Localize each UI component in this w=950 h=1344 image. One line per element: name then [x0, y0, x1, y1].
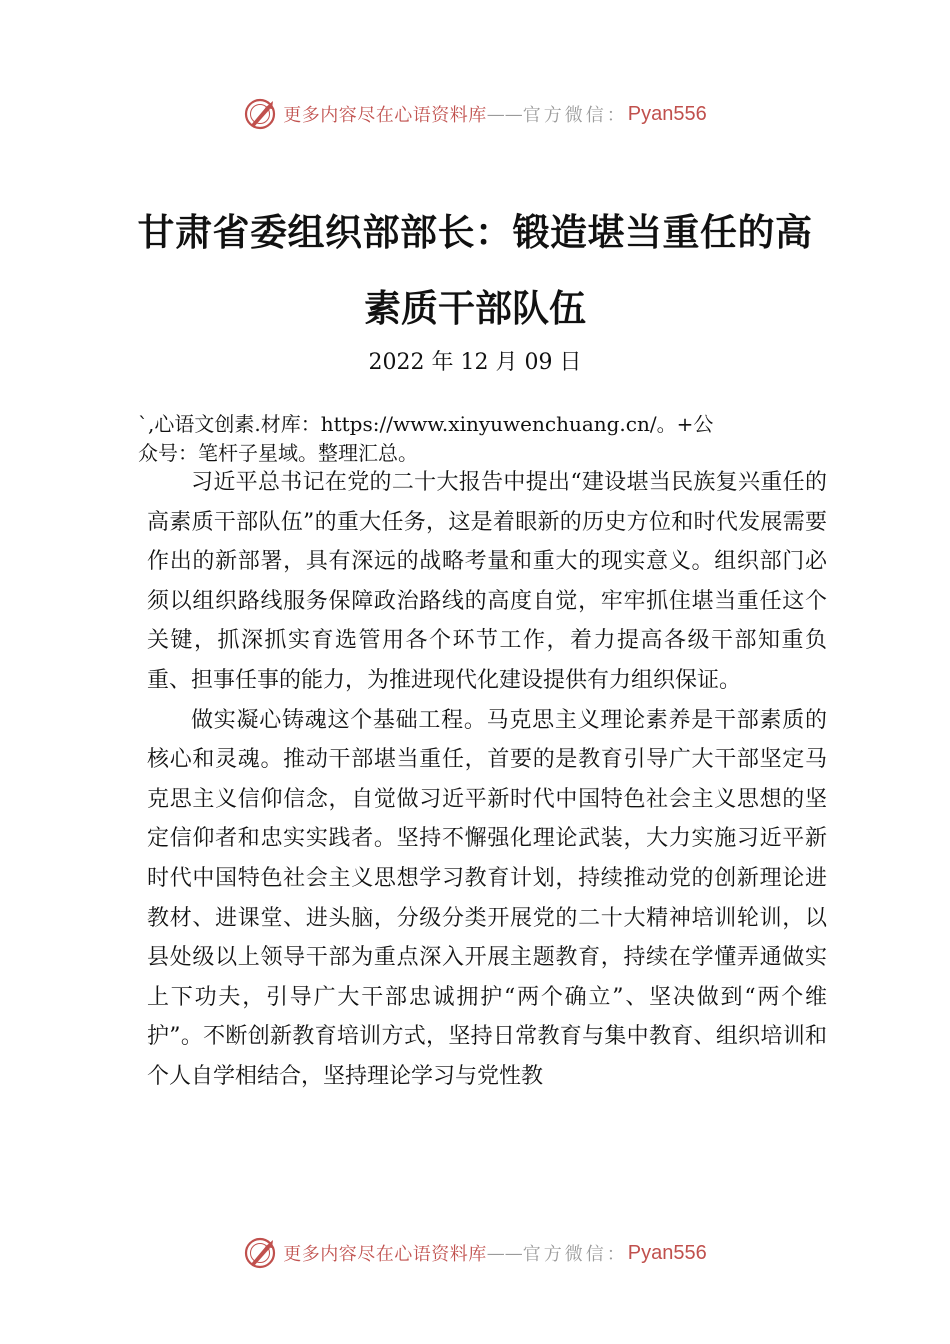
banner-wechat-id: Pyan556 — [627, 102, 707, 125]
source-note-line1: `,心语文创素.材库：https://www.xinyuwenchuang.cn/。+公 — [138, 412, 714, 436]
banner-library-text: 更多内容尽在心语资料库 — [283, 105, 487, 126]
quill-logo-icon — [243, 1236, 277, 1270]
header-watermark-banner — [0, 94, 950, 134]
banner-dash: —— — [486, 1242, 523, 1264]
paragraph: 习近平总书记在党的二十大报告中提出“建设堪当民族复兴重任的高素质干部队伍”的重大任务，这是着眼新的历史方位和时代发展需要作出的新部署，具有深远的战略考量和重大的现实意义。组织部门必须以组织路线服务保障政治路线的高度自觉，牢牢抓住堪当重任这个关键，抓深抓实育选管用各个环节工作，着力提高各级干部知重负重、担事任事的能力，为推进现代化建设提供有力组织保证。 — [147, 470, 827, 693]
source-note-line2: 众号：笔杆子星域。整理汇总。 — [138, 441, 418, 465]
article-date: 2022 年 12 月 09 日 — [368, 350, 582, 375]
article-body — [147, 463, 827, 1097]
banner-library-text: 更多内容尽在心语资料库 — [283, 1244, 487, 1265]
banner-wechat-label: 官方微信： — [522, 105, 628, 126]
source-note — [138, 410, 838, 468]
banner-wechat-label: 官方微信： — [522, 1244, 628, 1265]
quill-logo-icon — [243, 97, 277, 131]
paragraph: 做实凝心铸魂这个基础工程。马克思主义理论素养是干部素质的核心和灵魂。推动干部堪当重任，首要的是教育引导广大干部坚定马克思主义信仰信念，自觉做习近平新时代中国特色社会主义思想的坚定信仰者和忠实实践者。坚持不懈强化理论武装，大力实施习近平新时代中国特色社会主义思想学习教育计划，持续推动党的创新理论进教材、进课堂、进头脑，分级分类开展党的二十大精神培训轮训，以县处级以上领导干部为重点深入开展主题教育，持续在学懂弄通做实上下功夫，引导广大干部忠诚拥护“两个确立”、坚决做到“两个维护”。不断创新教育培训方式，坚持日常教育与集中教育、组织培训和个人自学相结合，坚持理论学习与党性教 — [147, 707, 827, 1089]
banner-dash: —— — [486, 103, 523, 125]
footer-watermark-banner — [0, 1233, 950, 1273]
banner-wechat-id: Pyan556 — [627, 1241, 707, 1264]
article-title-line1: 甘肃省委组织部部长：锻造堪当重任的高 — [137, 210, 813, 254]
article-title-line2: 素质干部队伍 — [364, 286, 586, 330]
